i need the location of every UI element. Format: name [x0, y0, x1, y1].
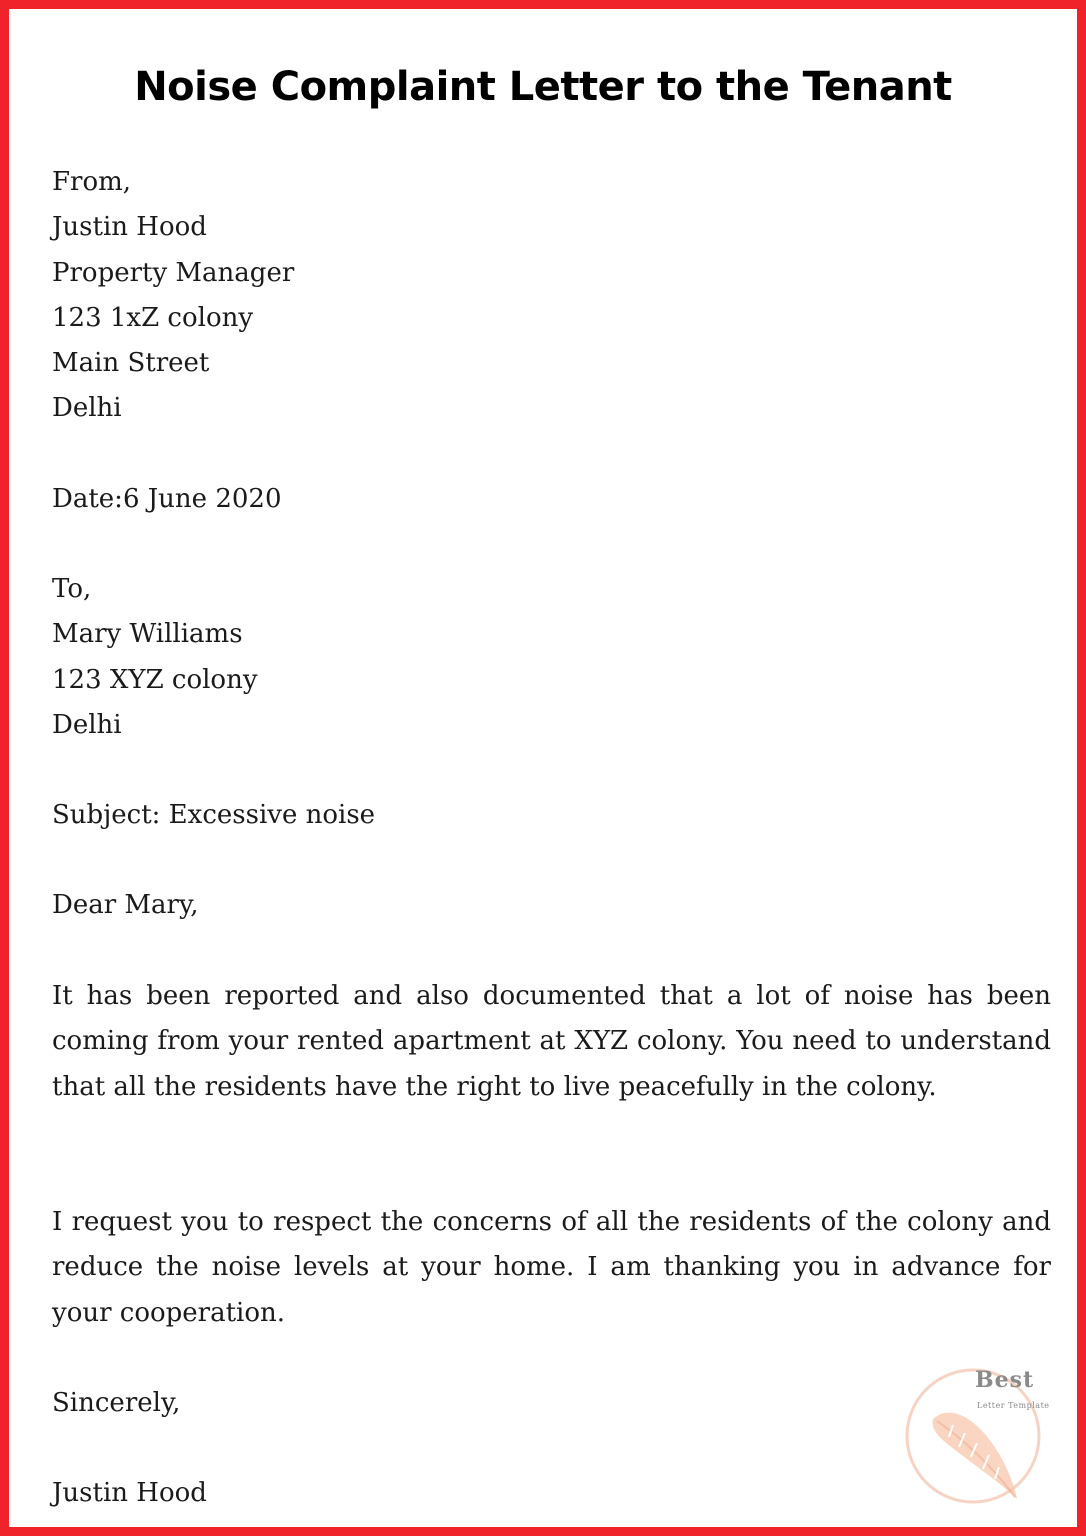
recipient-name: Mary Williams	[52, 619, 243, 650]
sender-label: From,	[52, 167, 132, 197]
salutation: Dear Mary,	[52, 890, 199, 920]
letter-date: Date:6 June 2020	[52, 484, 282, 514]
recipient-label: To,	[52, 574, 92, 604]
watermark-brand: Best	[975, 1367, 1035, 1393]
recipient-city: Delhi	[52, 709, 122, 740]
sender-address-line-2: Main Street	[52, 348, 210, 379]
recipient-address-line-1: 123 XYZ colony	[52, 664, 258, 695]
sender-role: Property Manager	[52, 257, 295, 288]
watermark-tagline: Letter Template	[977, 1401, 1050, 1410]
sender-address-line-1: 123 1xZ colony	[52, 302, 254, 333]
recipient-address-block	[52, 567, 258, 748]
body-paragraph-2: I request you to respect the concerns of all the residents of the colony and reduce the noise levels at your home. I am thanking you in advance for your cooperation.	[52, 1207, 1051, 1328]
brand-watermark-logo	[905, 1361, 1075, 1511]
date-block	[52, 477, 281, 522]
signature-name: Justin Hood	[52, 1478, 207, 1508]
salutation-block	[52, 883, 198, 928]
letter-subject: Subject: Excessive noise	[52, 800, 376, 830]
body-paragraph-1: It has been reported and also documented that a lot of noise has been coming from your rented apartment at XYZ colony. You need to understand that all the residents have the right to live peacefully in the colony.	[52, 981, 1051, 1102]
page-title: Noise Complaint Letter to the Tenant	[134, 64, 952, 110]
sender-address-block	[52, 160, 294, 432]
signature-block	[52, 1471, 207, 1516]
sender-name: Justin Hood	[52, 212, 207, 243]
closing: Sincerely,	[52, 1388, 181, 1418]
subject-block	[52, 793, 375, 838]
sender-city: Delhi	[52, 393, 122, 424]
closing-block	[52, 1381, 180, 1426]
